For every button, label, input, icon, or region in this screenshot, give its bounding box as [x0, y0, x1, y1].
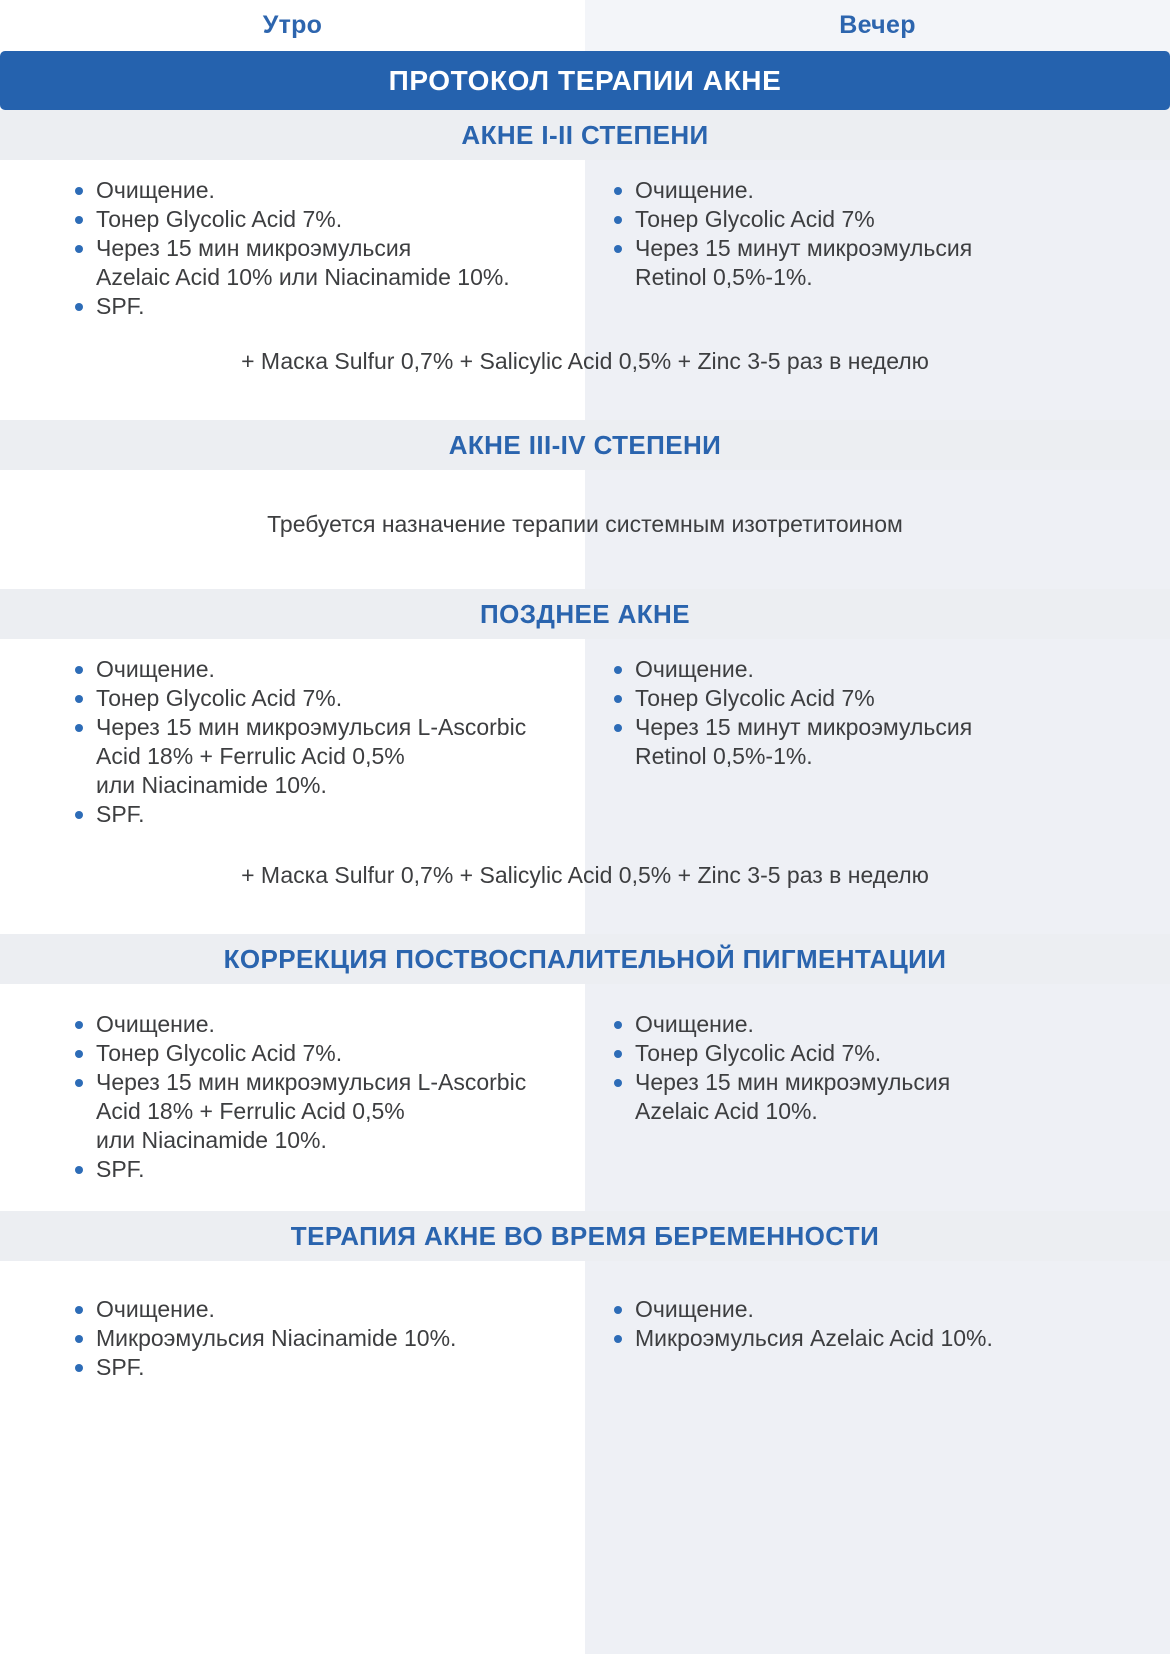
section-band-pigmentation	[0, 934, 1170, 984]
list-item-line: Очищение.	[96, 1296, 215, 1322]
morning-list	[0, 176, 585, 321]
list-item-line: Тонер Glycolic Acid 7%	[635, 206, 875, 232]
weekly-mask-note: + Маска Sulfur 0,7% + Salicylic Acid 0,5% + Zinc 3-5 раз в неделю	[241, 348, 929, 374]
section-title: АКНЕ III-IV СТЕПЕНИ	[448, 429, 722, 460]
section-acne-1-2-columns	[0, 160, 1170, 321]
list-item	[68, 713, 555, 800]
list-item-line: или Niacinamide 10%.	[96, 1127, 327, 1153]
list-item	[607, 655, 1140, 684]
list-item	[68, 1353, 555, 1382]
list-item	[607, 684, 1140, 713]
document-title: ПРОТОКОЛ ТЕРАПИИ АКНЕ	[388, 64, 782, 96]
list-item	[68, 655, 555, 684]
list-item	[607, 1039, 1140, 1068]
list-item-line: Через 15 мин микроэмульсия	[635, 1069, 951, 1095]
list-item-line: Тонер Glycolic Acid 7%.	[635, 1040, 882, 1066]
list-item-line: Очищение.	[635, 1296, 754, 1322]
evening-list	[585, 176, 1170, 321]
section-title: ПОЗДНЕЕ АКНЕ	[480, 598, 690, 629]
list-item	[68, 1068, 555, 1155]
list-item	[68, 800, 555, 829]
list-item-line: SPF.	[96, 293, 145, 319]
list-item-line: Очищение.	[635, 177, 754, 203]
list-item-line: Через 15 минут микроэмульсия	[635, 235, 973, 261]
list-item-line: Тонер Glycolic Acid 7%.	[96, 1040, 343, 1066]
list-item-line: Через 15 минут микроэмульсия	[635, 714, 973, 740]
list-item	[68, 1324, 555, 1353]
list-item	[607, 234, 1140, 292]
list-item	[607, 713, 1140, 771]
section-title: АКНЕ I-II СТЕПЕНИ	[461, 119, 709, 150]
section-pigmentation-columns	[0, 984, 1170, 1211]
list-item	[68, 1155, 555, 1184]
list-item	[607, 1010, 1140, 1039]
section-band-pregnancy	[0, 1211, 1170, 1261]
list-item-line: Retinol 0,5%-1%.	[635, 264, 813, 290]
section-title: КОРРЕКЦИЯ ПОСТВОСПАЛИТЕЛЬНОЙ ПИГМЕНТАЦИИ	[223, 943, 947, 974]
list-item-line: Azelaic Acid 10%.	[635, 1098, 818, 1124]
list-item-line: Микроэмульсия Niacinamide 10%.	[96, 1325, 457, 1351]
morning-list	[0, 1010, 585, 1184]
list-item	[68, 1295, 555, 1324]
section-late-acne-columns	[0, 639, 1170, 829]
morning-list	[0, 655, 585, 829]
section-pregnancy-columns	[0, 1261, 1170, 1382]
list-item-line: SPF.	[96, 1354, 145, 1380]
list-item	[68, 234, 555, 292]
list-item	[607, 176, 1140, 205]
list-item	[607, 1068, 1140, 1126]
list-item-line: Очищение.	[635, 1011, 754, 1037]
list-item	[68, 205, 555, 234]
section-title: ТЕРАПИЯ АКНЕ ВО ВРЕМЯ БЕРЕМЕННОСТИ	[290, 1220, 880, 1251]
weekly-mask-note: + Маска Sulfur 0,7% + Salicylic Acid 0,5% + Zinc 3-5 раз в неделю	[241, 862, 929, 888]
list-item	[68, 1039, 555, 1068]
evening-column-header: Вечер	[585, 0, 1170, 51]
list-item-line: Очищение.	[635, 656, 754, 682]
list-item-line: Очищение.	[96, 656, 215, 682]
morning-column-header: Утро	[262, 11, 323, 39]
list-item-line: Через 15 мин микроэмульсия	[96, 235, 412, 261]
list-item-line: Acid 18% + Ferrulic Acid 0,5%	[96, 1098, 405, 1124]
evening-list	[585, 655, 1170, 829]
list-item	[607, 1324, 1140, 1353]
list-item	[607, 205, 1140, 234]
list-item-line: Acid 18% + Ferrulic Acid 0,5%	[96, 743, 405, 769]
section-band-acne-3-4	[0, 420, 1170, 470]
section-band-acne-1-2	[0, 110, 1170, 160]
list-item-line: Очищение.	[96, 1011, 215, 1037]
list-item-line: Через 15 мин микроэмульсия L-Ascorbic	[96, 1069, 527, 1095]
list-item-line: Очищение.	[96, 177, 215, 203]
list-item	[68, 292, 555, 321]
list-item-line: Тонер Glycolic Acid 7%	[635, 685, 875, 711]
list-item	[68, 684, 555, 713]
morning-list	[0, 1295, 585, 1382]
evening-list	[585, 1295, 1170, 1382]
list-item-line: Retinol 0,5%-1%.	[635, 743, 813, 769]
document-title-banner	[0, 51, 1170, 110]
systemic-therapy-note: Требуется назначение терапии системным изотретитоином	[267, 511, 903, 537]
list-item-line: SPF.	[96, 1156, 145, 1182]
list-item	[68, 1010, 555, 1039]
list-item-line: Тонер Glycolic Acid 7%.	[96, 206, 343, 232]
list-item-line: Через 15 мин микроэмульсия L-Ascorbic	[96, 714, 527, 740]
list-item-line: SPF.	[96, 801, 145, 827]
list-item-line: Тонер Glycolic Acid 7%.	[96, 685, 343, 711]
list-item-line: Azelaic Acid 10% или Niacinamide 10%.	[96, 264, 510, 290]
list-item-line: или Niacinamide 10%.	[96, 772, 327, 798]
column-headers-row	[0, 0, 1170, 51]
list-item	[68, 176, 555, 205]
list-item-line: Микроэмульсия Azelaic Acid 10%.	[635, 1325, 993, 1351]
evening-list	[585, 1010, 1170, 1184]
list-item	[607, 1295, 1140, 1324]
section-band-late-acne	[0, 589, 1170, 639]
